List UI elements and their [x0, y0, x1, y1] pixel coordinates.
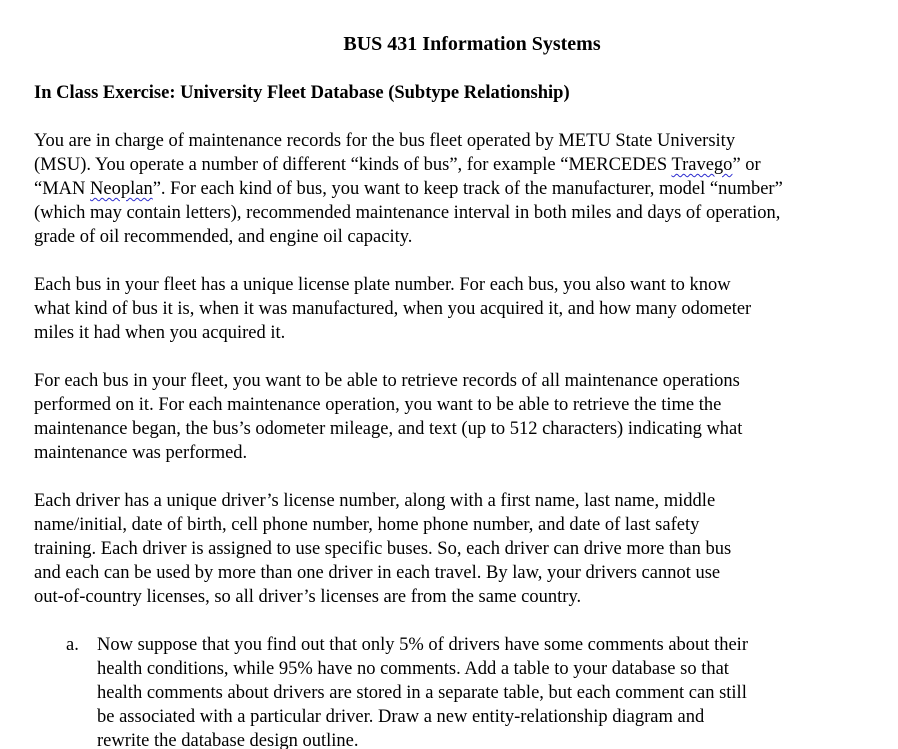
text-segment: (MSU). You operate a number of different “kinds of bus”, for example “MERCEDES: [34, 155, 672, 175]
text-segment: ” or: [732, 155, 761, 175]
text-line: miles it had when you acquired it.: [34, 323, 286, 343]
text-line: training. Each driver is assigned to use specific buses. So, each driver can drive more than bus: [34, 539, 732, 559]
text-line: name/initial, date of birth, cell phone number, home phone number, and date of last safety: [34, 515, 700, 535]
list-item-body: [97, 633, 887, 749]
text-line: health conditions, while 95% have no comments. Add a table to your database so that: [97, 659, 729, 679]
exercise-heading: In Class Exercise: University Fleet Database (Subtype Relationship): [34, 83, 570, 103]
text-segment: ”. For each kind of bus, you want to keep track of the manufacturer, model “number”: [152, 179, 783, 199]
document-title: BUS 431 Information Systems: [343, 33, 601, 55]
text-line: Each driver has a unique driver’s license number, along with a first name, last name, middle: [34, 491, 716, 511]
text-line: You are in charge of maintenance records for the bus fleet operated by METU State University: [34, 131, 736, 151]
text-line: health comments about drivers are stored in a separate table, but each comment can still: [97, 683, 747, 703]
text-line: For each bus in your fleet, you want to be able to retrieve records of all maintenance operations: [34, 371, 740, 391]
text-line: [34, 177, 894, 201]
text-line: performed on it. For each maintenance operation, you want to be able to retrieve the time the: [34, 395, 722, 415]
text-line: maintenance began, the bus’s odometer mileage, and text (up to 512 characters) indicating what: [34, 419, 743, 439]
text-line: grade of oil recommended, and engine oil capacity.: [34, 227, 413, 247]
text-line: what kind of bus it is, when it was manufactured, when you acquired it, and how many odometer: [34, 299, 752, 319]
paragraph-maintenance: [34, 369, 894, 465]
text-line: and each can be used by more than one driver in each travel. By law, your drivers cannot use: [34, 563, 721, 583]
text-line: [34, 153, 894, 177]
paragraph-bus-kinds: [34, 129, 894, 249]
text-segment: “MAN: [34, 179, 91, 199]
spellcheck-flagged-word: Travego: [671, 155, 733, 175]
spellcheck-flagged-word: Neoplan: [90, 179, 153, 199]
text-line: (which may contain letters), recommended maintenance interval in both miles and days of operation,: [34, 203, 781, 223]
text-line: maintenance was performed.: [34, 443, 248, 463]
text-line: rewrite the database design outline.: [97, 731, 359, 749]
paragraph-drivers: [34, 489, 894, 609]
list-marker: a.: [66, 635, 79, 655]
text-line: Each bus in your fleet has a unique license plate number. For each bus, you also want to know: [34, 275, 731, 295]
text-line: be associated with a particular driver. Draw a new entity-relationship diagram and: [97, 707, 705, 727]
text-line: out-of-country licenses, so all driver’s licenses are from the same country.: [34, 587, 582, 607]
paragraph-bus-records: [34, 273, 894, 345]
text-line: Now suppose that you find out that only 5% of drivers have some comments about their: [97, 635, 748, 655]
